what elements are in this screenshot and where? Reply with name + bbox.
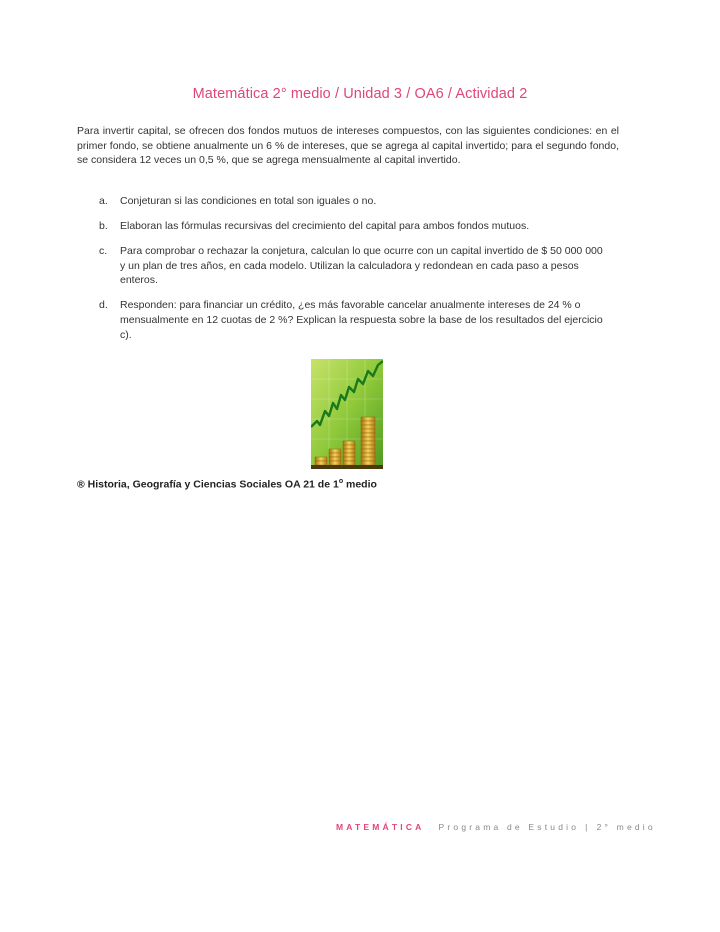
footer-separator: | — [585, 822, 591, 832]
list-marker: b. — [99, 220, 108, 233]
note-superscript: o — [338, 478, 344, 485]
list-marker: a. — [99, 195, 108, 207]
note-suffix: medio — [343, 478, 377, 491]
page-title: Matemática 2° medio / Unidad 3 / OA6 / Actividad 2 — [192, 86, 528, 102]
list-item-text: Elaboran las fórmulas recursivas del crecimiento del capital para ambos fondos mutuos. — [120, 220, 530, 233]
footer-level: 2° medio — [596, 822, 656, 832]
list-item — [99, 194, 609, 209]
registered-mark-icon: ® — [77, 478, 85, 491]
list-item — [99, 244, 609, 288]
curricular-note — [77, 478, 377, 491]
list-marker: d. — [99, 299, 108, 312]
growth-chart-with-coins-image — [311, 359, 383, 469]
note-text: Historia, Geografía y Ciencias Sociales OA 21 de 1 — [84, 478, 339, 491]
footer-program: Programa de Estudio — [438, 822, 580, 832]
growth-chart-icon — [311, 359, 383, 469]
intro-paragraph: Para invertir capital, se ofrecen dos fondos mutuos de intereses compuestos, con las siguientes condiciones: en el primer fondo, se obtiene anualmente un 6 % de intereses, que se agrega al capital invertido; para el segundo fondo, se considera 12 veces un 0,5 %, que se agrega mensualmente al capital invertido. — [77, 125, 619, 167]
list-item — [99, 298, 609, 342]
activity-list — [99, 194, 609, 353]
list-item-text: Responden: para financiar un crédito, ¿es más favorable cancelar anualmente intereses de 24 % o mensualmente en 12 cuotas de 2 %? Explican la respuesta sobre la base de los resultados del ejercicio c). — [120, 299, 603, 341]
list-item-text: Para comprobar o rechazar la conjetura, calculan lo que ocurre con un capital invertido de $ 50 000 000 y un plan de tres años, en cada modelo. Utilizan la calculadora y redondean en cada paso a pesos enteros. — [120, 245, 603, 287]
list-marker: c. — [99, 245, 108, 258]
footer-subject: MATEMÁTICA — [336, 822, 425, 832]
list-item-text: Conjeturan si las condiciones en total son iguales o no. — [120, 195, 377, 207]
page-footer — [336, 822, 656, 832]
list-item — [99, 219, 609, 234]
